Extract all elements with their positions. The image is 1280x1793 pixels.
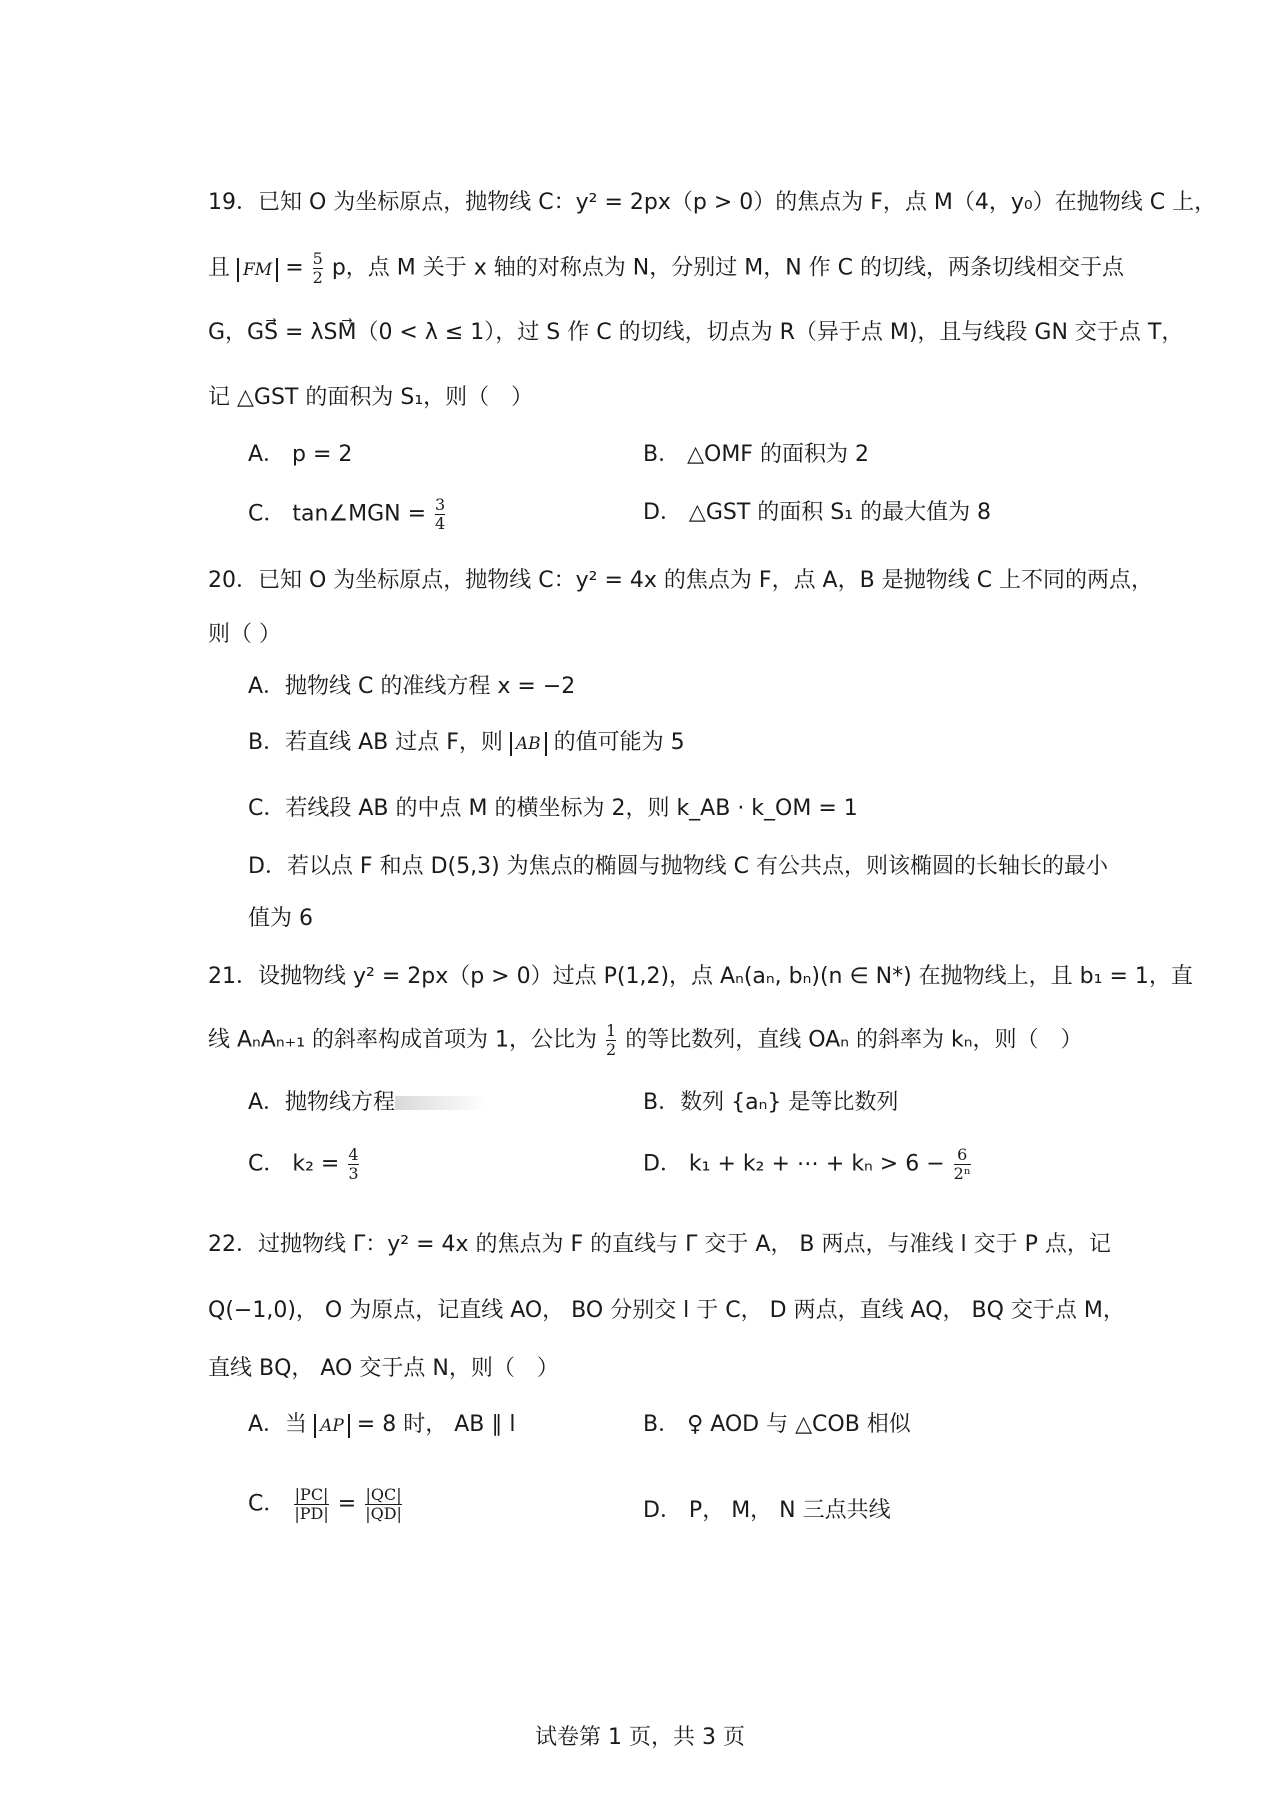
q19-line2: 且 FM = $\frac{5}{2}$ p，点 M 关于 x 轴的对称点为 N，分别过 M，N 作 C 的切线，两条切线相交于点 bbox=[208, 249, 1125, 287]
q19-abs-fm: FM bbox=[237, 258, 278, 282]
q19-option-d: D． △GST 的面积 S₁ 的最大值为 8 bbox=[643, 500, 992, 525]
q22-abs-ap: AP bbox=[314, 1414, 350, 1438]
q20-line2: 则（ ） bbox=[208, 622, 281, 647]
q20-option-d1: D．若以点 F 和点 D(5,3) 为焦点的椭圆与抛物线 C 有公共点，则该椭圆的长轴长的最小 bbox=[248, 854, 1109, 879]
q22-line1: 22．过抛物线 Γ：y² = 4x 的焦点为 F 的直线与 Γ 交于 A， B 两点，与准线 l 交于 P 点，记 bbox=[208, 1232, 1111, 1257]
q21-option-a: A．抛物线方程 bbox=[248, 1088, 485, 1118]
q19-option-a: A． p = 2 bbox=[248, 442, 353, 467]
q22-option-a: A．当 AP = 8 时， AB ∥ l bbox=[248, 1412, 516, 1437]
page-footer: 试卷第 1 页，共 3 页 bbox=[535, 1725, 745, 1750]
q22-fraction-qc-qd: $\frac{|QC|}{|QD|}$ bbox=[365, 1485, 402, 1523]
q20-line1: 20．已知 O 为坐标原点，抛物线 C：y² = 4x 的焦点为 F，点 A，B 是抛物线 C 上不同的两点， bbox=[208, 568, 1154, 593]
q21-fraction-1-2: $\frac{1}{2}$ bbox=[606, 1021, 617, 1059]
q19-line4: 记 △GST 的面积为 S₁，则（ ） bbox=[208, 385, 534, 410]
blurred-region bbox=[395, 1096, 485, 1110]
q20-option-d2: 值为 6 bbox=[248, 906, 313, 931]
q21-line1: 21．设抛物线 y² = 2px（p > 0）过点 P(1,2)，点 Aₙ(aₙ, bₙ)(n ∈ N*) 在抛物线上，且 b₁ = 1，直 bbox=[208, 964, 1193, 989]
q19-option-b: B． △OMF 的面积为 2 bbox=[643, 442, 869, 467]
q22-line3: 直线 BQ， AO 交于点 N，则（ ） bbox=[208, 1356, 559, 1381]
q21-option-d: D． k₁ + k₂ + ⋯ + kₙ > 6 − $\frac{6}{\text{2ⁿ}}$ bbox=[643, 1145, 971, 1183]
q19-option-c: C． tan∠MGN = $\frac{3}{4}$ bbox=[248, 495, 446, 533]
q20-option-c: C．若线段 AB 的中点 M 的横坐标为 2，则 k_AB · k_OM = 1 bbox=[248, 796, 858, 821]
q21-fraction-4-3: $\frac{4}{3}$ bbox=[348, 1145, 359, 1183]
q20-option-b: B．若直线 AB 过点 F，则 AB 的值可能为 5 bbox=[248, 730, 685, 755]
q22-option-d: D． P， M， N 三点共线 bbox=[643, 1498, 891, 1523]
q22-option-b: B． ♀ AOD 与 △COB 相似 bbox=[643, 1412, 911, 1437]
q21-option-c: C． k₂ = $\frac{4}{3}$ bbox=[248, 1145, 359, 1183]
q22-line2: Q(−1,0)， O 为原点，记直线 AO， BO 分别交 l 于 C， D 两点，直线 AQ， BQ 交于点 M， bbox=[208, 1298, 1125, 1323]
q22-fraction-pc-pd: $\frac{|PC|}{|PD|}$ bbox=[294, 1485, 329, 1523]
q21-option-b: B．数列 {aₙ} 是等比数列 bbox=[643, 1090, 899, 1115]
q19-line3: G，GS⃗ = λSM⃗（0 < λ ≤ 1），过 S 作 C 的切线，切点为 R（异于点 M)，且与线段 GN 交于点 T， bbox=[208, 320, 1184, 345]
q21-fraction-6-2n: $\frac{6}{\text{2ⁿ}}$ bbox=[953, 1145, 971, 1183]
q19-line1: 19．已知 O 为坐标原点，抛物线 C：y² = 2px（p > 0）的焦点为 F，点 M（4，y₀）在抛物线 C 上， bbox=[208, 190, 1217, 215]
q20-abs-ab: AB bbox=[510, 732, 547, 756]
q19-fraction-5-2: $\frac{5}{2}$ bbox=[312, 249, 323, 287]
q21-line2: 线 AₙAₙ₊₁ 的斜率构成首项为 1，公比为 $\frac{1}{2}$ 的等比数列，直线 OAₙ 的斜率为 kₙ，则（ ） bbox=[208, 1021, 1083, 1059]
q20-option-a: A．抛物线 C 的准线方程 x = −2 bbox=[248, 674, 576, 699]
q22-option-c: C． $\frac{|PC|}{|PD|}$ = $\frac{|QC|}{|QD|}$ bbox=[248, 1485, 402, 1523]
q19-fraction-3-4: $\frac{3}{4}$ bbox=[435, 495, 446, 533]
